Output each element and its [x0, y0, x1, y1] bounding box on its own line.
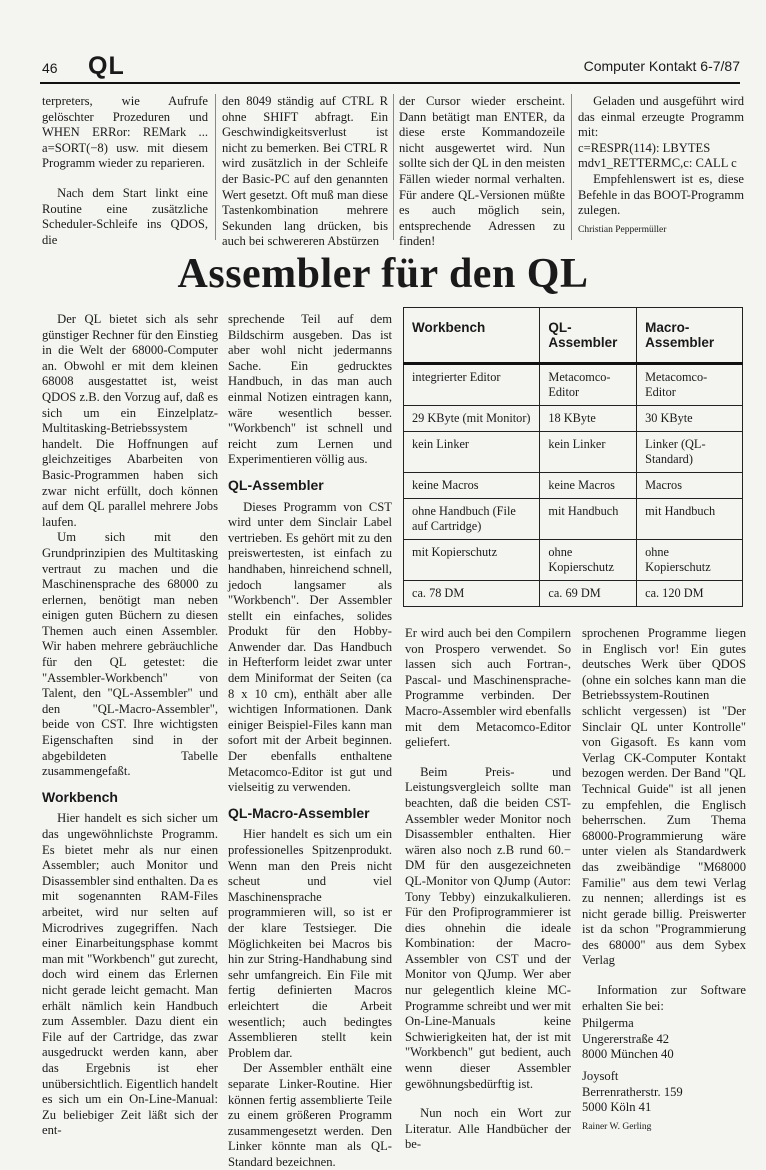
- table-cell: mit Handbuch: [540, 499, 637, 540]
- magazine-issue: Computer Kontakt 6-7/87: [583, 58, 740, 74]
- address-line: Joysoft: [582, 1069, 619, 1084]
- table-header-cell: Workbench: [404, 308, 540, 364]
- table-cell: Metacomco-Editor: [540, 364, 637, 406]
- section-title: QL: [88, 52, 125, 80]
- address-line: 5000 Köln 41: [582, 1100, 652, 1115]
- table-cell: ohne Handbuch (File auf Cartridge): [404, 499, 540, 540]
- table-header-row: [404, 308, 743, 364]
- column-divider: [571, 94, 572, 240]
- column-divider: [393, 94, 394, 240]
- table-row: [404, 364, 743, 406]
- table-row: [404, 406, 743, 432]
- table-cell: Metacomco-Editor: [637, 364, 743, 406]
- prev-col4-code: c=RESPR(114): LBYTES mdv1_RETTERMC,c: CALL c: [578, 140, 737, 171]
- table-cell: kein Linker: [404, 432, 540, 473]
- address-line: Berrenratherstr. 159: [582, 1084, 683, 1099]
- table-cell: keine Macros: [540, 473, 637, 499]
- table-cell: ohne Kopierschutz: [637, 540, 743, 581]
- header-rule: [40, 82, 740, 84]
- prev-article-col3: [399, 94, 566, 249]
- col2-intro: sprechende Teil auf dem Bildschirm ausgeben. Das ist aber wohl nicht jedermanns Sache. Ein gedrucktes Handbuch, in das man auch einmal Notizen eintragen kann, wäre wesentlich besser. "Workbench" ist schnell und reicht zum Lernen und Experimentieren völlig aus.: [228, 312, 392, 467]
- prev-col2-paragraph-1: den 8049 ständig auf CTRL R ohne SHIFT abfragt. Ein Geschwindigkeitsverlust ist nicht zu bemerken. Bei CTRL R wird zusätzlich in der Schleife der Basic-PC auf den genannten Wert gesetzt. Oft muß man diese Tastenkombination mehrere Sekunden lang drücken, bis auch bei schwereren Abstürzen: [222, 94, 388, 249]
- table-cell: ca. 69 DM: [540, 581, 637, 607]
- address-joysoft: [582, 1069, 746, 1116]
- prev-col3-paragraph-1: der Cursor wieder erscheint. Dann betätigt man ENTER, da diese erste Kommandozeile nicht ausgewertet wird. Nun sollte sich der QL in den meisten Fällen wieder normal verhalten. Für andere QL-Versionen müßte es auch möglich sein, entsprechende Adressen zu finden!: [399, 94, 566, 249]
- column-divider: [215, 94, 216, 240]
- table-header-cell: QL-Assembler: [540, 308, 637, 364]
- col3-paragraph-2: Beim Preis- und Leistungsvergleich sollte man beachten, daß die beiden CST-Assembler weder Monitor noch Disassembler enthalten. Hier wären also noch z.B rund 60.− DM für den ausgezeichneten QL-Monitor von QJump (Autor: Tony Tebby) einzukalkulieren. Für den Profiprogrammierer ist dies ohnehin die ideale Kombination: der Macro-Assembler von CST und der Monitor von QJump. Wer aber nur gelegentlich kleine MC-Programme schreibt und wer mit On-Line-Manuals keine Schwierigkeiten hat, der ist mit "Workbench" gut bedient, auch wenn dieser Assembler gewöhnungsbedürftig ist.: [405, 764, 571, 1091]
- col2-ql-paragraph: Dieses Programm von CST wird unter dem Sinclair Label vertrieben. Es gehört mit zu den preiswertesten, ist einfach zu handhaben, hinreichend schnell, jedoch langsamer als "Workbench". Der Assembler stellt ein einfaches, solides Produkt für den Hobby-Anwender dar. Das Handbuch in Hefterform leidet zwar unter dem Miniformat der Seiten (ca 8 x 10 cm), enthält aber alle wichtigen Informationen. Dank einiger Beispiel-Files kann man sofort mit der Arbeit beginnen. Der ebenfalls enthaltene Metacomco-Editor ist gut und vielseitig zu verwenden.: [228, 499, 392, 795]
- table-row: [404, 473, 743, 499]
- table-row: [404, 581, 743, 607]
- prev-article-col4: [578, 94, 744, 244]
- table-cell: Macros: [637, 473, 743, 499]
- col2-macro-paragraph-2: Der Assembler enthält eine separate Linker-Routine. Hier können fertig assemblierte Teile zu einem größeren Programm zusammengesetzt werden. Den Linker könnte man als QL-Standard bezeichnen.: [228, 1061, 392, 1169]
- table-cell: 29 KByte (mit Monitor): [404, 406, 540, 432]
- table-cell: Linker (QL-Standard): [637, 432, 743, 473]
- heading-macro-assembler: QL-Macro-Assembler: [228, 804, 370, 821]
- col2-macro-paragraph-1: Hier handelt es sich um ein professionelles Spitzenprodukt. Wenn man den Preis nicht scheut und viel Maschinensprache programmieren will, so ist er der klare Testsieger. Die Möglichkeiten bei Macros bis hin zur String-Handhabung sind sehr umfangreich. Ein File mit fertig definierten Macros erleichtert die Arbeit wesentlich; auch bedingtes Assemblieren stellt kein Problem dar.: [228, 827, 392, 1060]
- col1-paragraph-1: Der QL bietet sich als sehr günstiger Rechner für den Einstieg in die Welt der 68000-Computer an. Obwohl er mit dem kleinen 68008 ausgestattet ist, weist QDOS z.B. den Vorzug auf, daß es sich um ein Einzelplatz-Multitasking-Betriebssystem handelt. Die Hoffnungen auf gleichzeitiges Abarbeiten von Basic-Programmen haben sich zwar nicht erfüllt, doch können auf dem QL parallel mehrere Jobs laufen.: [42, 312, 218, 529]
- col4-paragraph-1: sprochenen Programme liegen in Englisch vor! Ein gutes deutsches Werk über QDOS (ohne ein solches kann man die Betriebssystem-Routinen schlicht vergessen) ist "Der Sinclair QL unter Kontrolle" von Gigasoft. Es kann vom Verlag CK-Computer Kontakt bezogen werden. Der Band "QL Technical Guide" ist all jenen zu empfehlen, die Englisch beherrschen. Zum Thema 68000-Programmierung wäre unter vielen als Standardwerk das zweibändige "M68000 Familie" aus dem tewi Verlag zu nennen; allerdings ist es nicht gerade billig. Preiswerter ist da schon "Programmierung des 68000" aus dem Sybex Verlag: [582, 626, 746, 968]
- comparison-table: [403, 307, 743, 607]
- article-title: Assembler für den QL: [177, 251, 589, 297]
- table-cell: ca. 120 DM: [637, 581, 743, 607]
- col1-workbench-paragraph: Hier handelt es sich sicher um das ungewöhnlichste Programm. Es bietet mehr als nur einen Assembler; auch Monitor und Disassembler sind enthalten. Da es mit sogenannten RAM-Files arbeitet, wird nur selten auf Microdrives zugegriffen. Nach einer Einarbeitungsphase kommt man mit "Workbench" gut zurecht, doch wird einem das Erlernen nicht gerade leicht gemacht. Man erhält nämlich kein Handbuch zum Assembler. Dazu dient ein File auf der Cartridge, das zwar ausgedruckt werden kann, aber das Ergebnis ist eher unübersichtlich. Eigentlich handelt es sich um ein On-Line-Manual: Zu beliebiger Zeit läßt sich der ent-: [42, 811, 218, 1138]
- table-cell: keine Macros: [404, 473, 540, 499]
- table-row: [404, 540, 743, 581]
- article-col1: [42, 312, 218, 1138]
- table-cell: ca. 78 DM: [404, 581, 540, 607]
- table-header-cell: Macro-Assembler: [637, 308, 743, 364]
- heading-ql-assembler: QL-Assembler: [228, 476, 324, 493]
- col4-paragraph-2: Information zur Software erhalten Sie bei:: [582, 983, 746, 1013]
- prev-article-col1: [42, 94, 208, 247]
- table-row: [404, 499, 743, 540]
- table-cell: mit Handbuch: [637, 499, 743, 540]
- article-col3: [405, 626, 571, 1152]
- prev-col4-paragraph-1: Geladen und ausgeführt wird das einmal erzeugte Programm mit:: [578, 94, 744, 140]
- table-cell: 30 KByte: [637, 406, 743, 432]
- col3-paragraph-3: Nun noch ein Wort zur Literatur. Alle Handbücher der be-: [405, 1106, 571, 1152]
- table-cell: mit Kopierschutz: [404, 540, 540, 581]
- prev-author: Christian Peppermüller: [578, 224, 667, 235]
- col1-paragraph-2: Um sich mit den Grundprinzipien des Multitasking vertraut zu machen und die Maschinensprache des 68000 zu erlernen, benötigt man neben einigen guten Büchern zu diesen Themen auch einen Assembler. Wir haben mehrere gebräuchliche für den QL getestet: die "Assembler-Workbench" von Talent, den "QL-Assembler" und den "QL-Macro-Assembler", beide von CST. Ihre wichtigsten Eigenschaften sind in der abgebildeten Tabelle zusammengefaßt.: [42, 530, 218, 779]
- heading-workbench: Workbench: [42, 788, 118, 805]
- prev-article-col2: [222, 94, 388, 249]
- article-col2: [228, 312, 392, 1169]
- table-cell: ohne Kopierschutz: [540, 540, 637, 581]
- address-line: 8000 München 40: [582, 1047, 674, 1062]
- table-cell: kein Linker: [540, 432, 637, 473]
- address-line: Philgerma: [582, 1016, 634, 1031]
- address-line: Ungererstraße 42: [582, 1031, 670, 1046]
- col3-paragraph-1: Er wird auch bei den Compilern von Prospero verwendet. So lassen sich auch Fortran-, Pascal- und Maschinensprache-Programme verbinden. Der Macro-Assembler wird ebenfalls mit dem Metacomco-Editor geliefert.: [405, 626, 571, 750]
- address-philgerma: [582, 1016, 746, 1063]
- table-cell: 18 KByte: [540, 406, 637, 432]
- prev-col1-paragraph-2: Nach dem Start linkt eine Routine eine zusätzliche Scheduler-Schleife ins QDOS, die: [42, 185, 208, 247]
- table-cell: integrierter Editor: [404, 364, 540, 406]
- page-number: 46: [42, 60, 58, 76]
- prev-col4-paragraph-2: Empfehlenswert ist es, diese Befehle in das BOOT-Programm zulegen.: [578, 171, 744, 218]
- article-col4: [582, 626, 746, 1132]
- prev-col1-paragraph-1: terpreters, wie Aufrufe gelöschter Prozeduren und WHEN ERRor: REMark ... a=SORT(−8) usw. mit diesem Programm wieder zu reparieren.: [42, 94, 208, 171]
- article-author: Rainer W. Gerling: [582, 1121, 652, 1132]
- table-row: [404, 432, 743, 473]
